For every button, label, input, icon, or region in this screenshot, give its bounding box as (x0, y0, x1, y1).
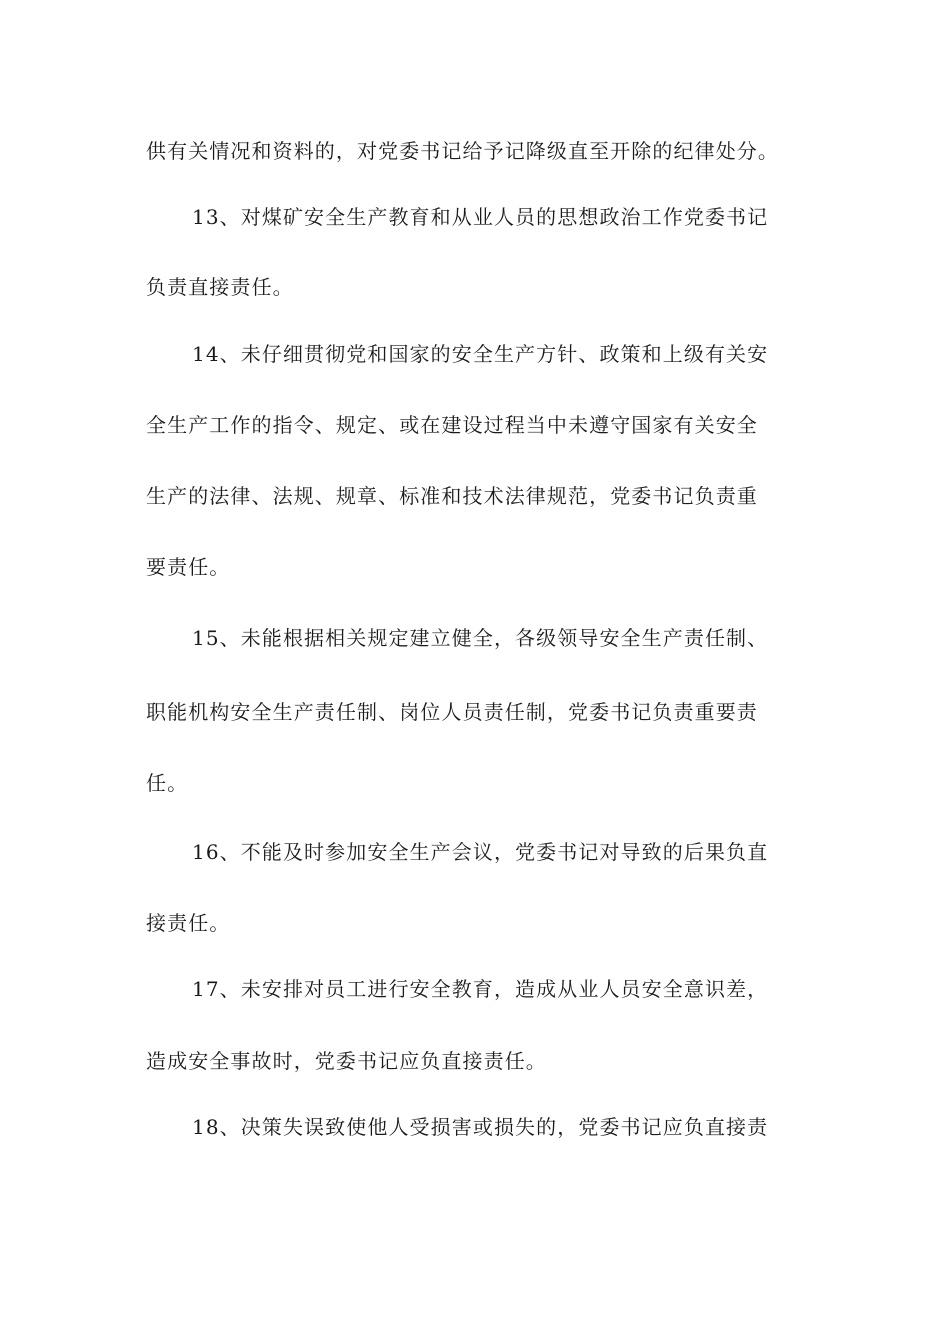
item-15-line-1: 15、未能根据相关规定建立健全，各级领导安全生产责任制、 (192, 626, 769, 650)
item-13-line-1: 13、对煤矿安全生产教育和从业人员的思想政治工作党委书记 (192, 205, 769, 229)
item-16-line-1: 16、不能及时参加安全生产会议，党委书记对导致的后果负直 (192, 840, 769, 864)
item-14-line-3: 生产的法律、法规、规章、标准和技术法律规范，党委书记负责重 (146, 484, 758, 508)
item-16-line-2: 接责任。 (146, 911, 231, 935)
item-17-line-1: 17、未安排对员工进行安全教育，造成从业人员安全意识差， (192, 977, 769, 1001)
item-14-line-1: 14、未仔细贯彻党和国家的安全生产方针、政策和上级有关安 (192, 342, 769, 366)
text-line: 供有关情况和资料的，对党委书记给予记降级直至开除的纪律处分。 (146, 139, 779, 163)
item-14-line-2: 全生产工作的指令、规定、或在建设过程当中未遵守国家有关安全 (146, 413, 758, 437)
item-15-line-2: 职能机构安全生产责任制、岗位人员责任制，党委书记负责重要责 (146, 700, 758, 724)
item-17-line-2: 造成安全事故时，党委书记应负直接责任。 (146, 1049, 547, 1073)
item-15-line-3: 任。 (146, 771, 189, 795)
item-13-line-2: 负责直接责任。 (146, 275, 294, 299)
item-14-line-4: 要责任。 (146, 555, 231, 579)
item-18-line-1: 18、决策失误致使他人受损害或损失的，党委书记应负直接责 (192, 1115, 769, 1139)
